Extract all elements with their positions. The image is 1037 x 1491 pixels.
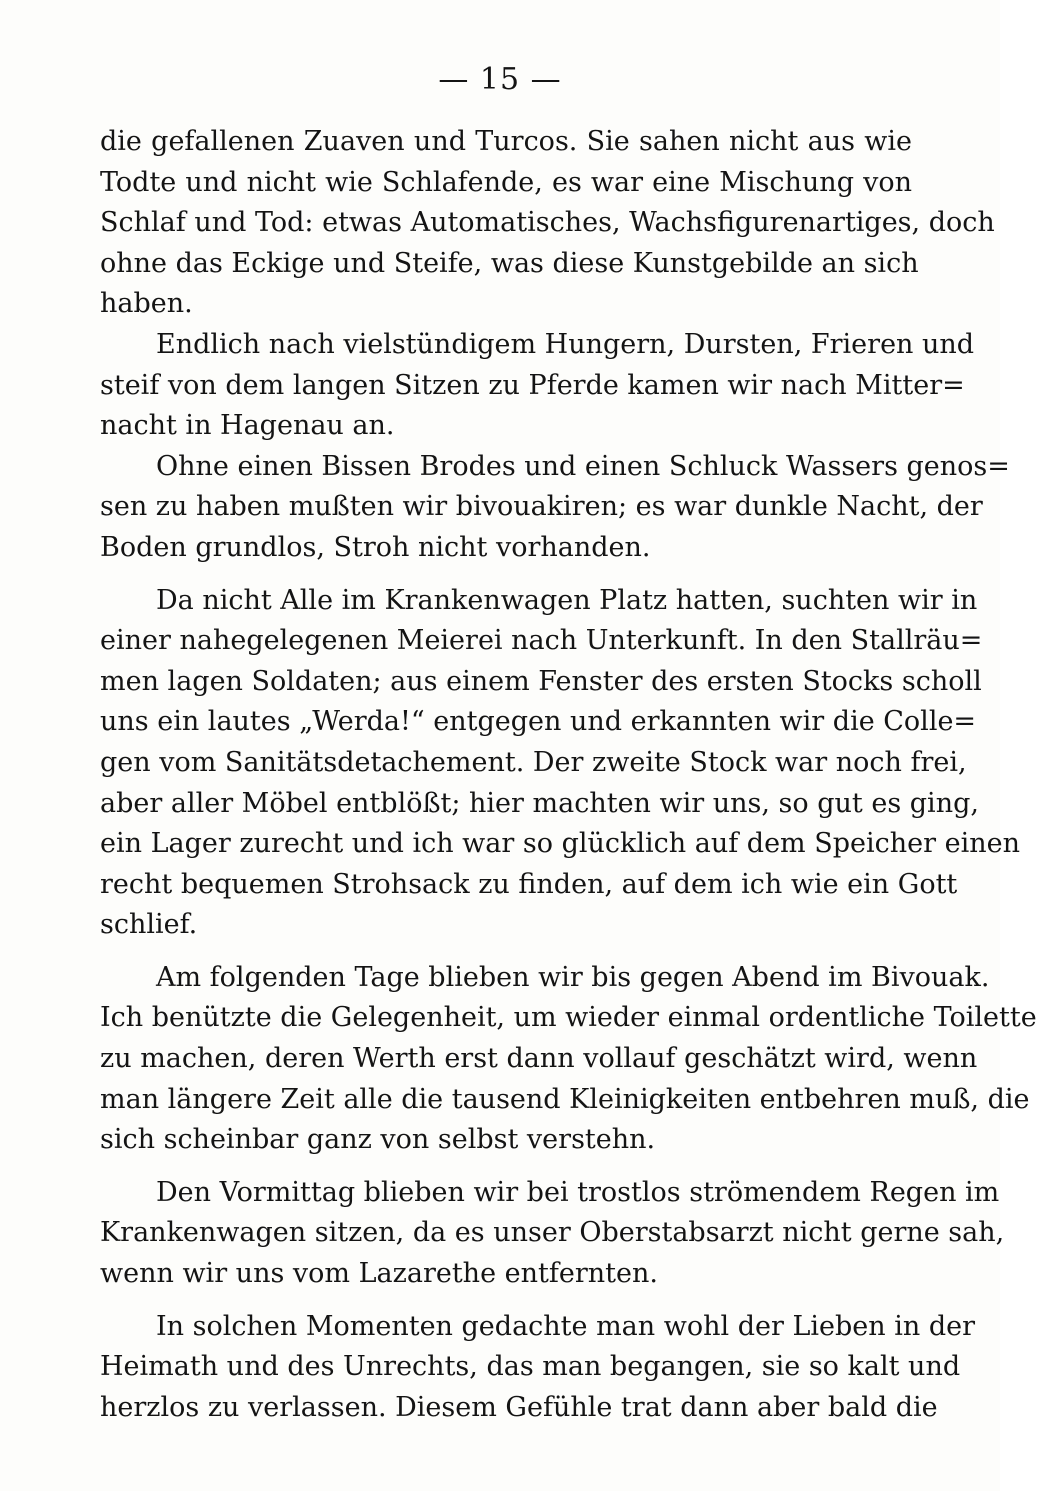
paragraph-spacing (100, 569, 912, 581)
text-line: haben. (100, 288, 193, 320)
text-line: men lagen Soldaten; aus einem Fenster des ersten Stocks scholl (100, 665, 982, 697)
text-line: recht bequemen Strohsack zu finden, auf dem ich wie ein Gott (100, 868, 958, 900)
text-line: einer nahegelegenen Meierei nach Unterkunft. In den Stallräu= (100, 625, 983, 657)
text-line: Endlich nach vielstündigem Hungern, Dursten, Frieren und (156, 328, 975, 360)
text-line: ein Lager zurecht und ich war so glücklich auf dem Speicher einen (100, 828, 1020, 860)
text-line: schlief. (100, 909, 198, 941)
text-line: Ohne einen Bissen Brodes und einen Schluck Wassers genos= (156, 450, 1010, 482)
text-line: Todte und nicht wie Schlafende, es war eine Mischung von (100, 166, 912, 198)
text-line: Den Vormittag blieben wir bei trostlos strömendem Regen im (156, 1176, 1000, 1208)
text-line: zu machen, deren Werth erst dann vollauf geschätzt wird, wenn (100, 1043, 978, 1075)
text-line: aber aller Möbel entblößt; hier machten wir uns, so gut es ging, (100, 787, 979, 819)
text-line: Schlaf und Tod: etwas Automatisches, Wachsfigurenartiges, doch (100, 207, 995, 239)
text-line: nacht in Hagenau an. (100, 410, 395, 442)
text-line: herzlos zu verlassen. Diesem Gefühle trat dann aber bald die (100, 1391, 938, 1423)
text-line: Boden grundlos, Stroh nicht vorhanden. (100, 531, 651, 563)
text-line: Heimath und des Unrechts, das man begangen, sie so kalt und (100, 1351, 961, 1383)
paragraph-spacing (100, 946, 912, 958)
text-line: In solchen Momenten gedachte man wohl der Lieben in der (156, 1310, 976, 1342)
text-line: Krankenwagen sitzen, da es unser Oberstabsarzt nicht gerne sah, (100, 1217, 1005, 1249)
paragraph-spacing (100, 1161, 912, 1173)
text-line: steif von dem langen Sitzen zu Pferde kamen wir nach Mitter= (100, 369, 965, 401)
paragraph-spacing (100, 1295, 912, 1307)
text-line: gen vom Sanitätsdetachement. Der zweite Stock war noch frei, (100, 746, 967, 778)
text-line: wenn wir uns vom Lazarethe entfernten. (100, 1258, 658, 1290)
text-line: ohne das Eckige und Steife, was diese Kunstgebilde an sich (100, 247, 919, 279)
body-text (100, 122, 1037, 1428)
text-line: man längere Zeit alle die tausend Kleinigkeiten entbehren muß, die (100, 1083, 1030, 1115)
text-line: sen zu haben mußten wir bivouakiren; es war dunkle Nacht, der (100, 491, 983, 523)
text-line: Am folgenden Tage blieben wir bis gegen Abend im Bivouak. (156, 961, 990, 993)
text-line: Ich benützte die Gelegenheit, um wieder einmal ordentliche Toilette (100, 1002, 1037, 1034)
text-line: Da nicht Alle im Krankenwagen Platz hatten, suchten wir in (156, 584, 978, 616)
text-line: die gefallenen Zuaven und Turcos. Sie sahen nicht aus wie (100, 126, 912, 157)
page-number: — 15 — (438, 62, 562, 97)
text-line: uns ein lautes „Werda!“ entgegen und erkannten wir die Colle= (100, 706, 977, 738)
text-line: sich scheinbar ganz von selbst verstehn. (100, 1124, 656, 1156)
